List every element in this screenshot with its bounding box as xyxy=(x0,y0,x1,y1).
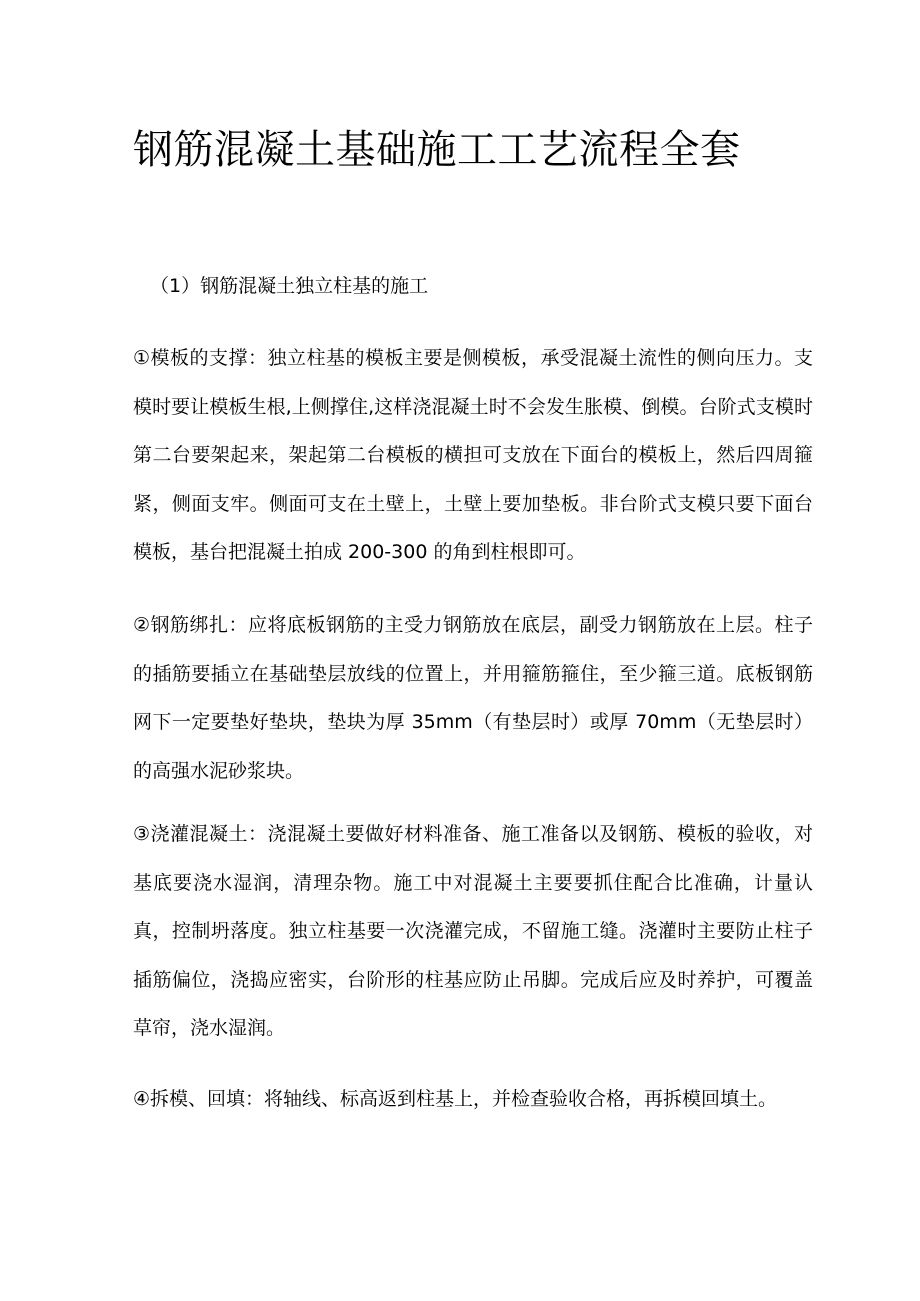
document-title: 钢筋混凝土基础施工工艺流程全套 xyxy=(133,127,741,173)
paragraph-concrete-pouring: ③浇灌混凝土：浇混凝土要做好材料准备、施工准备以及钢筋、模板的验收，对基底要浇水湿润，清理杂物。施工中对混凝土主要要抓住配合比准确，计量认真，控制坍落度。独立柱基要一次浇灌完成，不留施工缝。浇灌时主要防止柱子插筋偏位，浇捣应密实，台阶形的柱基应防止吊脚。完成后应及时养护，可覆盖草帘，浇水湿润。 xyxy=(133,823,813,1039)
paragraph-rebar-binding: ②钢筋绑扎：应将底板钢筋的主受力钢筋放在底层，副受力钢筋放在上层。柱子的插筋要插立在基础垫层放线的位置上，并用箍筋箍住，至少箍三道。底板钢筋网下一定要垫好垫块，垫块为厚 35mm（有垫层时）或厚 70mm（无垫层时）的高强水泥砂浆块。 xyxy=(133,614,813,782)
paragraph-formwork-removal-backfill: ④拆模、回填：将轴线、标高返到柱基上，并检查验收合格，再拆模回填土。 xyxy=(133,1088,778,1110)
paragraph-formwork-support: ①模板的支撑：独立柱基的模板主要是侧模板，承受混凝土流性的侧向压力。支模时要让模板生根,上侧撑住,这样浇混凝土时不会发生胀模、倒模。台阶式支模时第二台要架起来，架起第二台模板的横担可支放在下面台的模板上，然后四周箍紧，侧面支牢。侧面可支在土壁上，土壁上要加垫板。非台阶式支模只要下面台模板，基台把混凝土拍成 200-300 的角到柱根即可。 xyxy=(133,347,813,563)
section-heading: （1）钢筋混凝土独立柱基的施工 xyxy=(150,275,429,297)
